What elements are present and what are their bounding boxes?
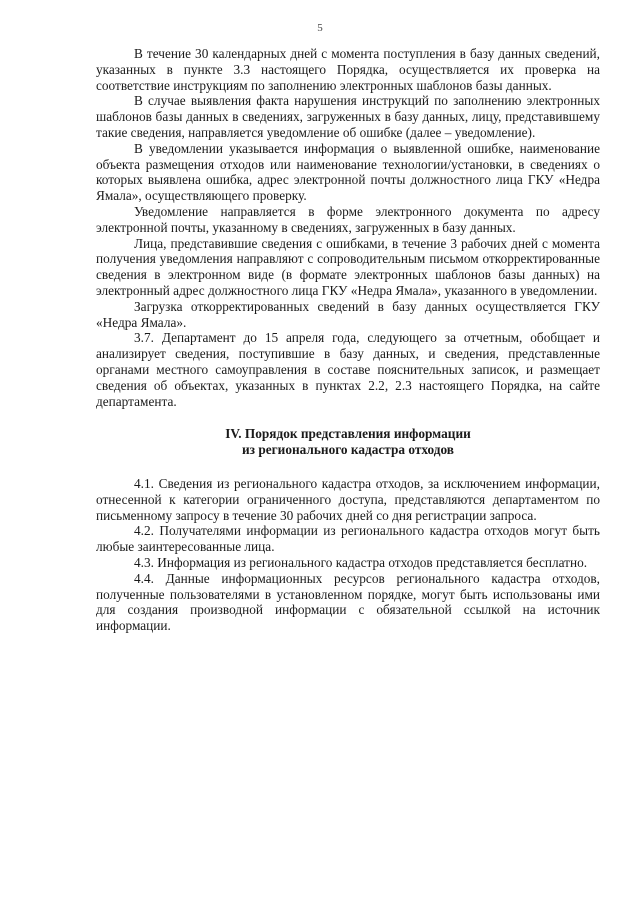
paragraph-4-4: 4.4. Данные информационных ресурсов регионального кадастра отходов, полученные пользователями в установленном порядке, могут быть использованы ими для создания производной информации с обязательной ссылкой на источник информации.: [96, 570, 600, 634]
paragraph-corrected-upload: Загрузка откорректированных сведений в базу данных осуществляется ГКУ «Недра Ямала».: [96, 298, 600, 330]
paragraph-violation-notice: В случае выявления факта нарушения инструкций по заполнению электронных шаблонов базы данных в сведениях, загруженных в базу данных, лицу, представившему такие сведения, направляется уведомление об ошибке (далее – уведомление).: [96, 93, 600, 140]
paragraph-verification-period: В течение 30 календарных дней с момента поступления в базу данных сведений, указанных в пункте 3.3 настоящего Порядка, осуществляется их проверка на соответствие инструкциям по заполнению электронных шаблонов базы данных.: [96, 46, 600, 93]
paragraph-notice-contents: В уведомлении указывается информация о выявленной ошибке, наименование объекта размещения отходов или наименование технологии/установки, в сведениях о которых выявлена ошибка, адрес электронной почты должностного лица ГКУ «Недра Ямала», осуществляющего проверку.: [96, 140, 600, 204]
paragraph-4-2: 4.2. Получателями информации из регионального кадастра отходов могут быть любые заинтересованные лица.: [96, 523, 600, 555]
section-heading-line-1: IV. Порядок представления информации: [225, 426, 471, 442]
section-heading-line-2: из регионального кадастра отходов: [242, 442, 454, 458]
document-body: [96, 46, 600, 634]
paragraph-correction-deadline: Лица, представившие сведения с ошибками, в течение 3 рабочих дней с момента получения уведомления направляют с сопроводительным письмом откорректированные сведения в электронном виде (в формате электронных шаблонов базы данных) на электронный адрес должностного лица ГКУ «Недра Ямала», указанного в уведомлении.: [96, 235, 600, 298]
paragraph-4-3: 4.3. Информация из регионального кадастра отходов представляется бесплатно.: [134, 554, 588, 570]
page-number: 5: [317, 22, 323, 34]
paragraph-3-7: 3.7. Департамент до 15 апреля года, следующего за отчетным, обобщает и анализирует сведения, поступившие в базу данных, и сведения, представленные органами местного самоуправления в составе пояснительных записок, и размещает сведения об объектах, указанных в пунктах 2.2, 2.3 настоящего Порядка, на сайте департамента.: [96, 330, 600, 409]
paragraph-notice-delivery: Уведомление направляется в форме электронного документа по адресу электронной почты, указанному в сведениях, загруженных в базу данных.: [96, 203, 600, 235]
section-heading: [96, 426, 600, 458]
paragraph-4-1: 4.1. Сведения из регионального кадастра отходов, за исключением информации, отнесенной к категории ограниченного доступа, представляются департаментом по письменному запросу в течение 30 рабочих дней со дня регистрации запроса.: [96, 475, 600, 523]
